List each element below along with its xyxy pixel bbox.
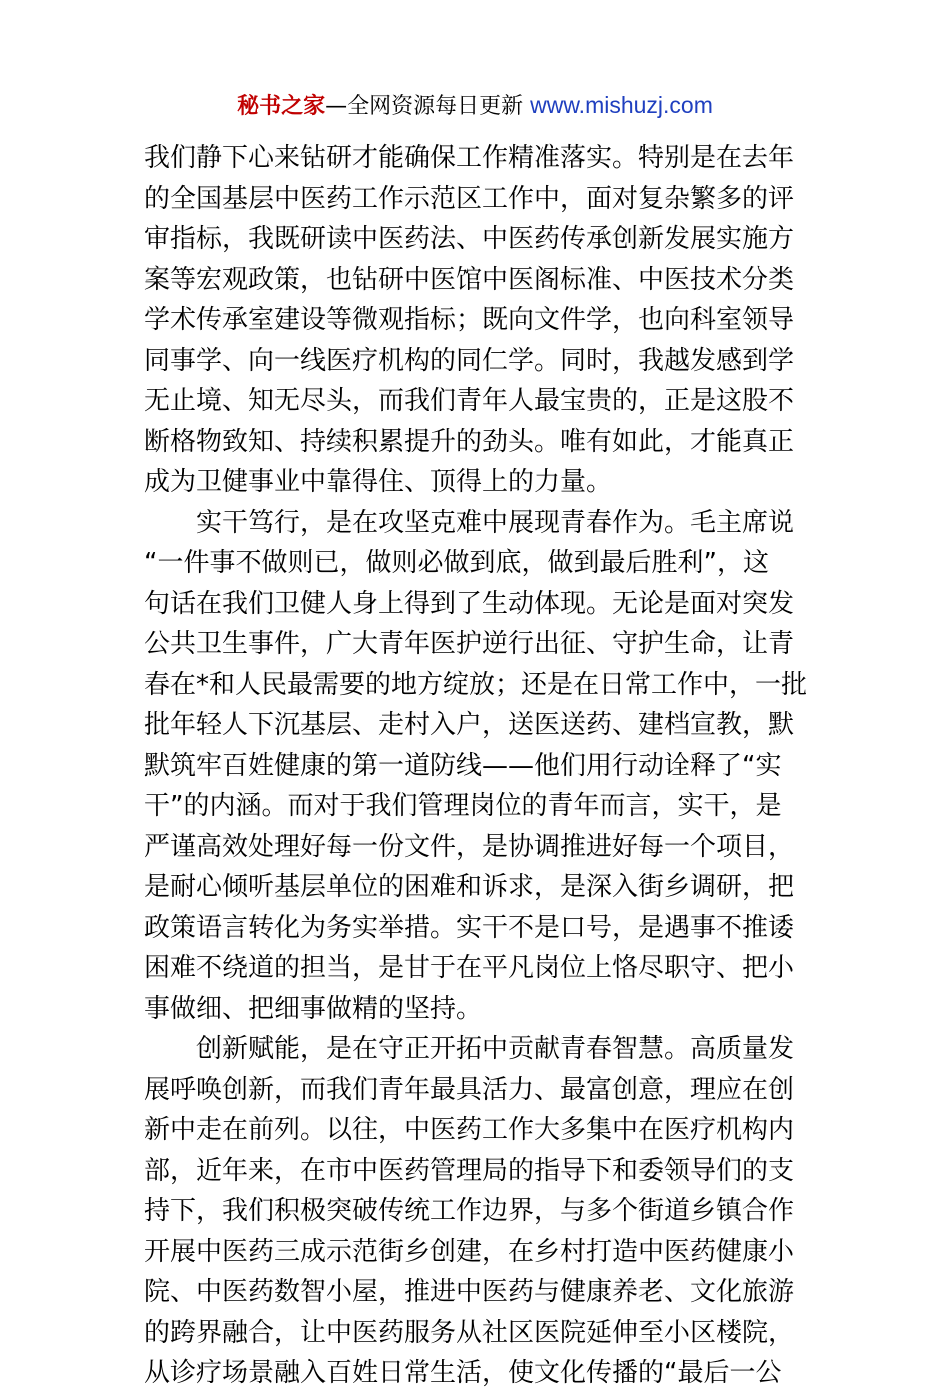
site-url-link[interactable]: www.mishuzj.com xyxy=(530,92,713,118)
text-line: 我们静下心来钻研才能确保工作精准落实。特别是在去年 xyxy=(144,143,795,173)
text-line: 学术传承室建设等微观指标；既向文件学，也向科室领导 xyxy=(144,305,795,335)
text-line: 部，近年来，在市中医药管理局的指导下和委领导们的支 xyxy=(144,1155,795,1186)
text-line: 案等宏观政策，也钻研中医馆中医阁标准、中医技术分类 xyxy=(144,264,795,295)
text-line: 困难不绕道的担当，是甘于在平凡岗位上恪尽职守、把小 xyxy=(144,953,795,983)
text-line: 的全国基层中医药工作示范区工作中，面对复杂繁多的评 xyxy=(144,183,795,214)
document-body xyxy=(144,138,808,1394)
text-line: 院、中医药数智小屋，推进中医药与健康养老、文化旅游 xyxy=(144,1277,795,1307)
text-line: 同事学、向一线医疗机构的同仁学。同时，我越发感到学 xyxy=(144,345,795,376)
text-line: 是耐心倾听基层单位的困难和诉求，是深入街乡调研，把 xyxy=(144,872,795,902)
text-line: 新中走在前列。以往，中医药工作大多集中在医疗机构内 xyxy=(144,1115,795,1145)
text-line: 批年轻人下沉基层、走村入户，送医送药、建档宣教，默 xyxy=(144,710,795,740)
text-line: 持下，我们积极突破传统工作边界，与多个街道乡镇合作 xyxy=(144,1196,795,1226)
text-line: 春在*和人民最需要的地方绽放；还是在日常工作中，一批 xyxy=(144,669,808,700)
text-line: 审指标，我既研读中医药法、中医药传承创新发展实施方 xyxy=(144,224,795,254)
page-header xyxy=(0,90,950,122)
text-line: 严谨高效处理好每一份文件，是协调推进好每一个项目， xyxy=(144,831,795,862)
header-tagline: —全网资源每日更新 xyxy=(325,94,531,119)
text-line: 事做细、把细事做精的坚持。 xyxy=(144,993,483,1024)
text-line: 默筑牢百姓健康的第一道防线——他们用行动诠释了“实 xyxy=(144,750,782,781)
text-line: 创新赋能，是在守正开拓中贡献青春智慧。高质量发 xyxy=(196,1034,795,1064)
text-line: 从诊疗场景融入百姓日常生活，使文化传播的“最后一公 xyxy=(144,1358,782,1388)
text-line: 开展中医药三成示范街乡创建，在乡村打造中医药健康小 xyxy=(144,1236,795,1267)
text-line: 无止境、知无尽头，而我们青年人最宝贵的，正是这股不 xyxy=(144,386,795,416)
text-line: 干”的内涵。而对于我们管理岗位的青年而言，实干，是 xyxy=(144,791,782,821)
text-line: 的跨界融合，让中医药服务从社区医院延伸至小区楼院， xyxy=(144,1317,795,1348)
text-line: 成为卫健事业中靠得住、顶得上的力量。 xyxy=(144,467,613,497)
text-line: 断格物致知、持续积累提升的劲头。唯有如此，才能真正 xyxy=(144,426,795,457)
text-line: 政策语言转化为务实举措。实干不是口号，是遇事不推诿 xyxy=(144,912,795,943)
brand-name: 秘书之家 xyxy=(237,94,326,119)
text-line: “一件事不做则已，做则必做到底，做到最后胜利”，这 xyxy=(144,548,769,578)
text-line: 展呼唤创新，而我们青年最具活力、最富创意，理应在创 xyxy=(144,1074,795,1105)
text-line: 句话在我们卫健人身上得到了生动体现。无论是面对突发 xyxy=(144,588,795,619)
text-line: 实干笃行，是在攻坚克难中展现青春作为。毛主席说 xyxy=(196,507,795,538)
text-line: 公共卫生事件，广大青年医护逆行出征、守护生命，让青 xyxy=(144,629,795,659)
